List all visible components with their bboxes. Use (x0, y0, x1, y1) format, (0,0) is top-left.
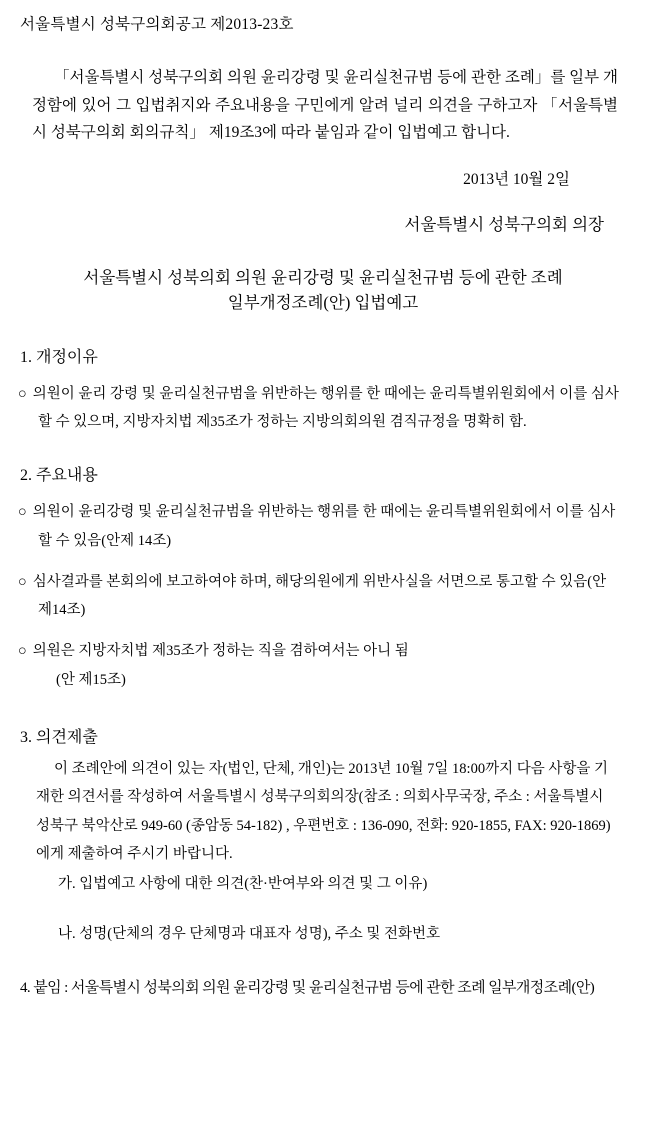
bullet-text: 의원이 윤리 강령 및 윤리실천규범을 위반하는 행위를 한 때에는 윤리특별위원회에서 이를 심사할 수 있으며, 지방자치법 제35조가 정하는 지방의회의원 겸직규정을 명확히 함. (32, 385, 619, 431)
bullet-text: 심사결과를 본회의에 보고하여야 하며, 해당의원에게 위반사실을 서면으로 통고할 수 있음(안 제14조) (32, 573, 607, 619)
bullet-mark: ○ (18, 573, 27, 590)
section-heading-reason: 1. 개정이유 (20, 348, 98, 366)
bullet-item (18, 498, 628, 555)
bullet-text: 의원은 지방자치법 제35조가 정하는 직을 겸하여서는 아니 됨 (32, 643, 409, 660)
bullet-item (18, 568, 628, 625)
section-heading-opinion: 3. 의견제출 (20, 728, 98, 746)
date-line: 2013년 10월 2일 (463, 170, 570, 188)
bullet-mark: ○ (18, 385, 27, 402)
bullet-item (18, 380, 628, 437)
bullet-mark: ○ (18, 504, 27, 521)
intro-paragraph: 「서울특별시 성북구의회 의원 윤리강령 및 윤리실천규범 등에 관한 조례」를 일부 개정함에 있어 그 입법취지와 주요내용을 구민에게 알려 널리 의견을 구하고자 「서울특별시 성북구의회 회의규칙」 제19조3에 따라 붙임과 같이 입법예고 합니다. (32, 69, 618, 142)
page-title-line-2: 일부개정조례(안) 입법예고 (227, 293, 419, 313)
bullet-mark: ○ (18, 643, 27, 660)
page-title (18, 265, 628, 316)
opinion-item-na: 나. 성명(단체의 경우 단체명과 대표자 성명), 주소 및 전화번호 (58, 926, 441, 943)
section-heading-contents: 2. 주요내용 (20, 467, 98, 485)
signer-line: 서울특별시 성북구의회 의장 (404, 214, 604, 234)
page-title-line-1: 서울특별시 성북의회 의원 윤리강령 및 윤리실천규범 등에 관한 조례 (83, 267, 563, 287)
bullet-text: 의원이 윤리강령 및 윤리실천규범을 위반하는 행위를 한 때에는 윤리특별위원회에서 이를 심사할 수 있음(안제 14조) (32, 504, 616, 549)
opinion-paragraph: 이 조례안에 의견이 있는 자(법인, 단체, 개인)는 2013년 10월 7일 18:00까지 다음 사항을 기재한 의견서를 작성하여 서울특별시 성북구의회의장(참조 : 의회사무국장, 주소 : 서울특별시 성북구 북악산로 949-60 (종암동 54-182) , 우편번호 : 136-090, 전화: 920-1855, FAX: 920-1869)에게 제출하여 주시기 바랍니다. (36, 760, 611, 862)
opinion-item-ga: 가. 입법예고 사항에 대한 의견(찬·반여부와 의견 및 그 이유) (58, 876, 428, 893)
bullet-item (18, 637, 628, 665)
section-heading-attachment: 4. 붙임 : 서울특별시 성북의회 의원 윤리강령 및 윤리실천규범 등에 관한 조례 일부개정조례(안) (20, 979, 595, 996)
notice-header: 서울특별시 성북구의회공고 제2013-23호 (20, 16, 294, 33)
bullet-subtext: (안 제15조) (56, 671, 126, 688)
